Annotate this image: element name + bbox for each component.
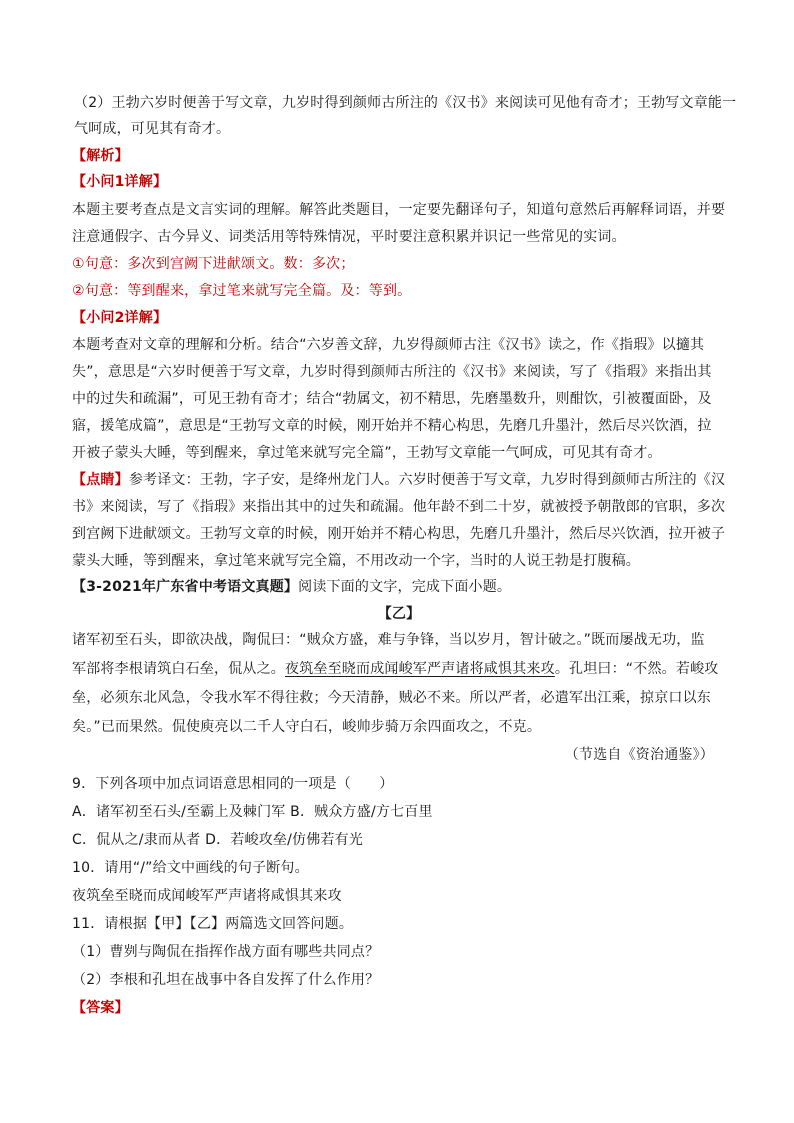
tip-line: 书》来阅读，写了《指瑕》来指出其中的过失和疏漏。他年龄不到二十岁，就被授予朝散郎的官职，多次 xyxy=(72,499,726,515)
question-10: 10．请用“/”给文中画线的句子断句。 xyxy=(72,860,309,876)
question-11-part1: （1）曹刿与陶侃在指挥作战方面有哪些共同点？ xyxy=(72,944,380,960)
q3-instruction: 阅读下面的文字，完成下面小题。 xyxy=(298,579,512,595)
passage-line4: 矣。”已而果然。侃使庾亮以二千人守白石，峻帅步骑万余四面攻之，不克。 xyxy=(72,719,542,735)
tip-label: 【点睛】 xyxy=(72,472,129,488)
q2-answer-line2: 气呵成，可见其有奇才。 xyxy=(74,121,231,137)
sub2-line: 本题考查对文章的理解和分析。结合“六岁善文辞，九岁得颜师古注《汉书》读之，作《指瑕》以擿其 xyxy=(72,337,705,353)
sub2-line: 寤，援笔成篇”，意思是“王勃写文章的时候，刚开始并不精心构思，先磨几升墨汁，然后尽兴饮酒，拉 xyxy=(72,418,712,434)
underlined-sentence: 夜筑垒至晓而成闻峻军严声诸将咸惧其来攻 xyxy=(285,661,555,677)
sub1-item2: ②句意：等到醒来，拿过笔来就写完全篇。及：等到。 xyxy=(72,283,412,299)
tip-line1 xyxy=(72,470,726,490)
question-9-options-ab: A．诸军初至石头/至霸上及棘门军 B．贼众方盛/方七百里 xyxy=(72,804,433,820)
question-9: 9．下列各项中加点词语意思相同的一项是（ ） xyxy=(72,776,394,792)
q3-intro xyxy=(72,577,726,597)
sub2-line: 开被子蒙头大睡，等到醒来，拿过笔来就写完全篇”，王勃写文章能一气呵成，可见其有奇才。 xyxy=(72,445,662,461)
q2-answer-line1: （2）王勃六岁时便善于写文章，九岁时得到颜师古所注的《汉书》来阅读可见他有奇才；王勃写文章能一 xyxy=(74,95,737,111)
passage-line2 xyxy=(72,659,726,679)
sub2-line: 中的过失和疏漏”，可见王勃有奇才；结合“勃属文，初不精思，先磨墨数升，则酣饮，引被覆面卧，及 xyxy=(72,391,712,407)
question-10-sentence: 夜筑垒至晓而成闻峻军严声诸将咸惧其来攻 xyxy=(72,888,342,904)
passage-title: 【乙】 xyxy=(377,606,421,622)
question-11-part2: （2）李根和孔坦在战事中各自发挥了什么作用？ xyxy=(72,972,380,988)
q3-source-label: 【3-2021年广东省中考语文真题】 xyxy=(72,579,299,595)
sub1-heading: 【小问1详解】 xyxy=(72,174,168,190)
question-9-options-cd: C．侃从之/隶而从者 D．若峻攻垒/仿佛若有光 xyxy=(72,832,364,848)
tip-line: 到宫阙下进献颂文。王勃写文章的时候，刚开始并不精心构思，先磨几升墨汁，然后尽兴饮酒，拉开被子 xyxy=(72,526,726,542)
tip-line1-text: 参考译文：王勃，字子安，是绛州龙门人。六岁时便善于写文章，九岁时得到颜师古所注的《汉 xyxy=(128,472,726,488)
answer-heading: 【答案】 xyxy=(72,1000,129,1016)
sub1-line2: 注意通假字、古今异义、词类活用等特殊情况，平时要注意积累并识记一些常见的实词。 xyxy=(72,229,626,245)
passage-line3: 垒，必须东北风急，令我水军不得往救；今天清静，贼必不来。所以严者，必遣军出江乘，掠京口以东 xyxy=(72,690,711,706)
passage-line2-tail: 。孔坦曰：“不然。若峻攻 xyxy=(554,661,719,677)
sub2-line: 失”，意思是“六岁时便善于写文章，九岁时得到颜师古所注的《汉书》来阅读，写了《指瑕》来指出其 xyxy=(72,364,712,380)
question-11: 11．请根据【甲】【乙】两篇选文回答问题。 xyxy=(72,916,354,932)
sub2-heading: 【小问2详解】 xyxy=(72,310,168,326)
passage-source: （节选自《资治通鉴》） xyxy=(564,747,714,763)
sub1-line1: 本题主要考查点是文言实词的理解。解答此类题目，一定要先翻译句子，知道句意然后再解释词语，并要 xyxy=(72,202,726,218)
tip-line: 蒙头大睡，等到醒来，拿过笔来就写完全篇，不用改动一个字，当时的人说王勃是打腹稿。 xyxy=(72,553,640,569)
passage-line2-head: 军部将李根请筑白石垒，侃从之。 xyxy=(72,661,285,677)
sub1-item1: ①句意：多次到宫阙下进献颂文。数：多次； xyxy=(72,256,355,272)
analysis-heading: 【解析】 xyxy=(72,148,129,164)
document-page xyxy=(72,88,737,1018)
passage-line1: 诸军初至石头，即欲决战，陶侃曰：“贼众方盛，难与争锋，当以岁月，智计破之。”既而屡战无功，监 xyxy=(72,632,705,648)
